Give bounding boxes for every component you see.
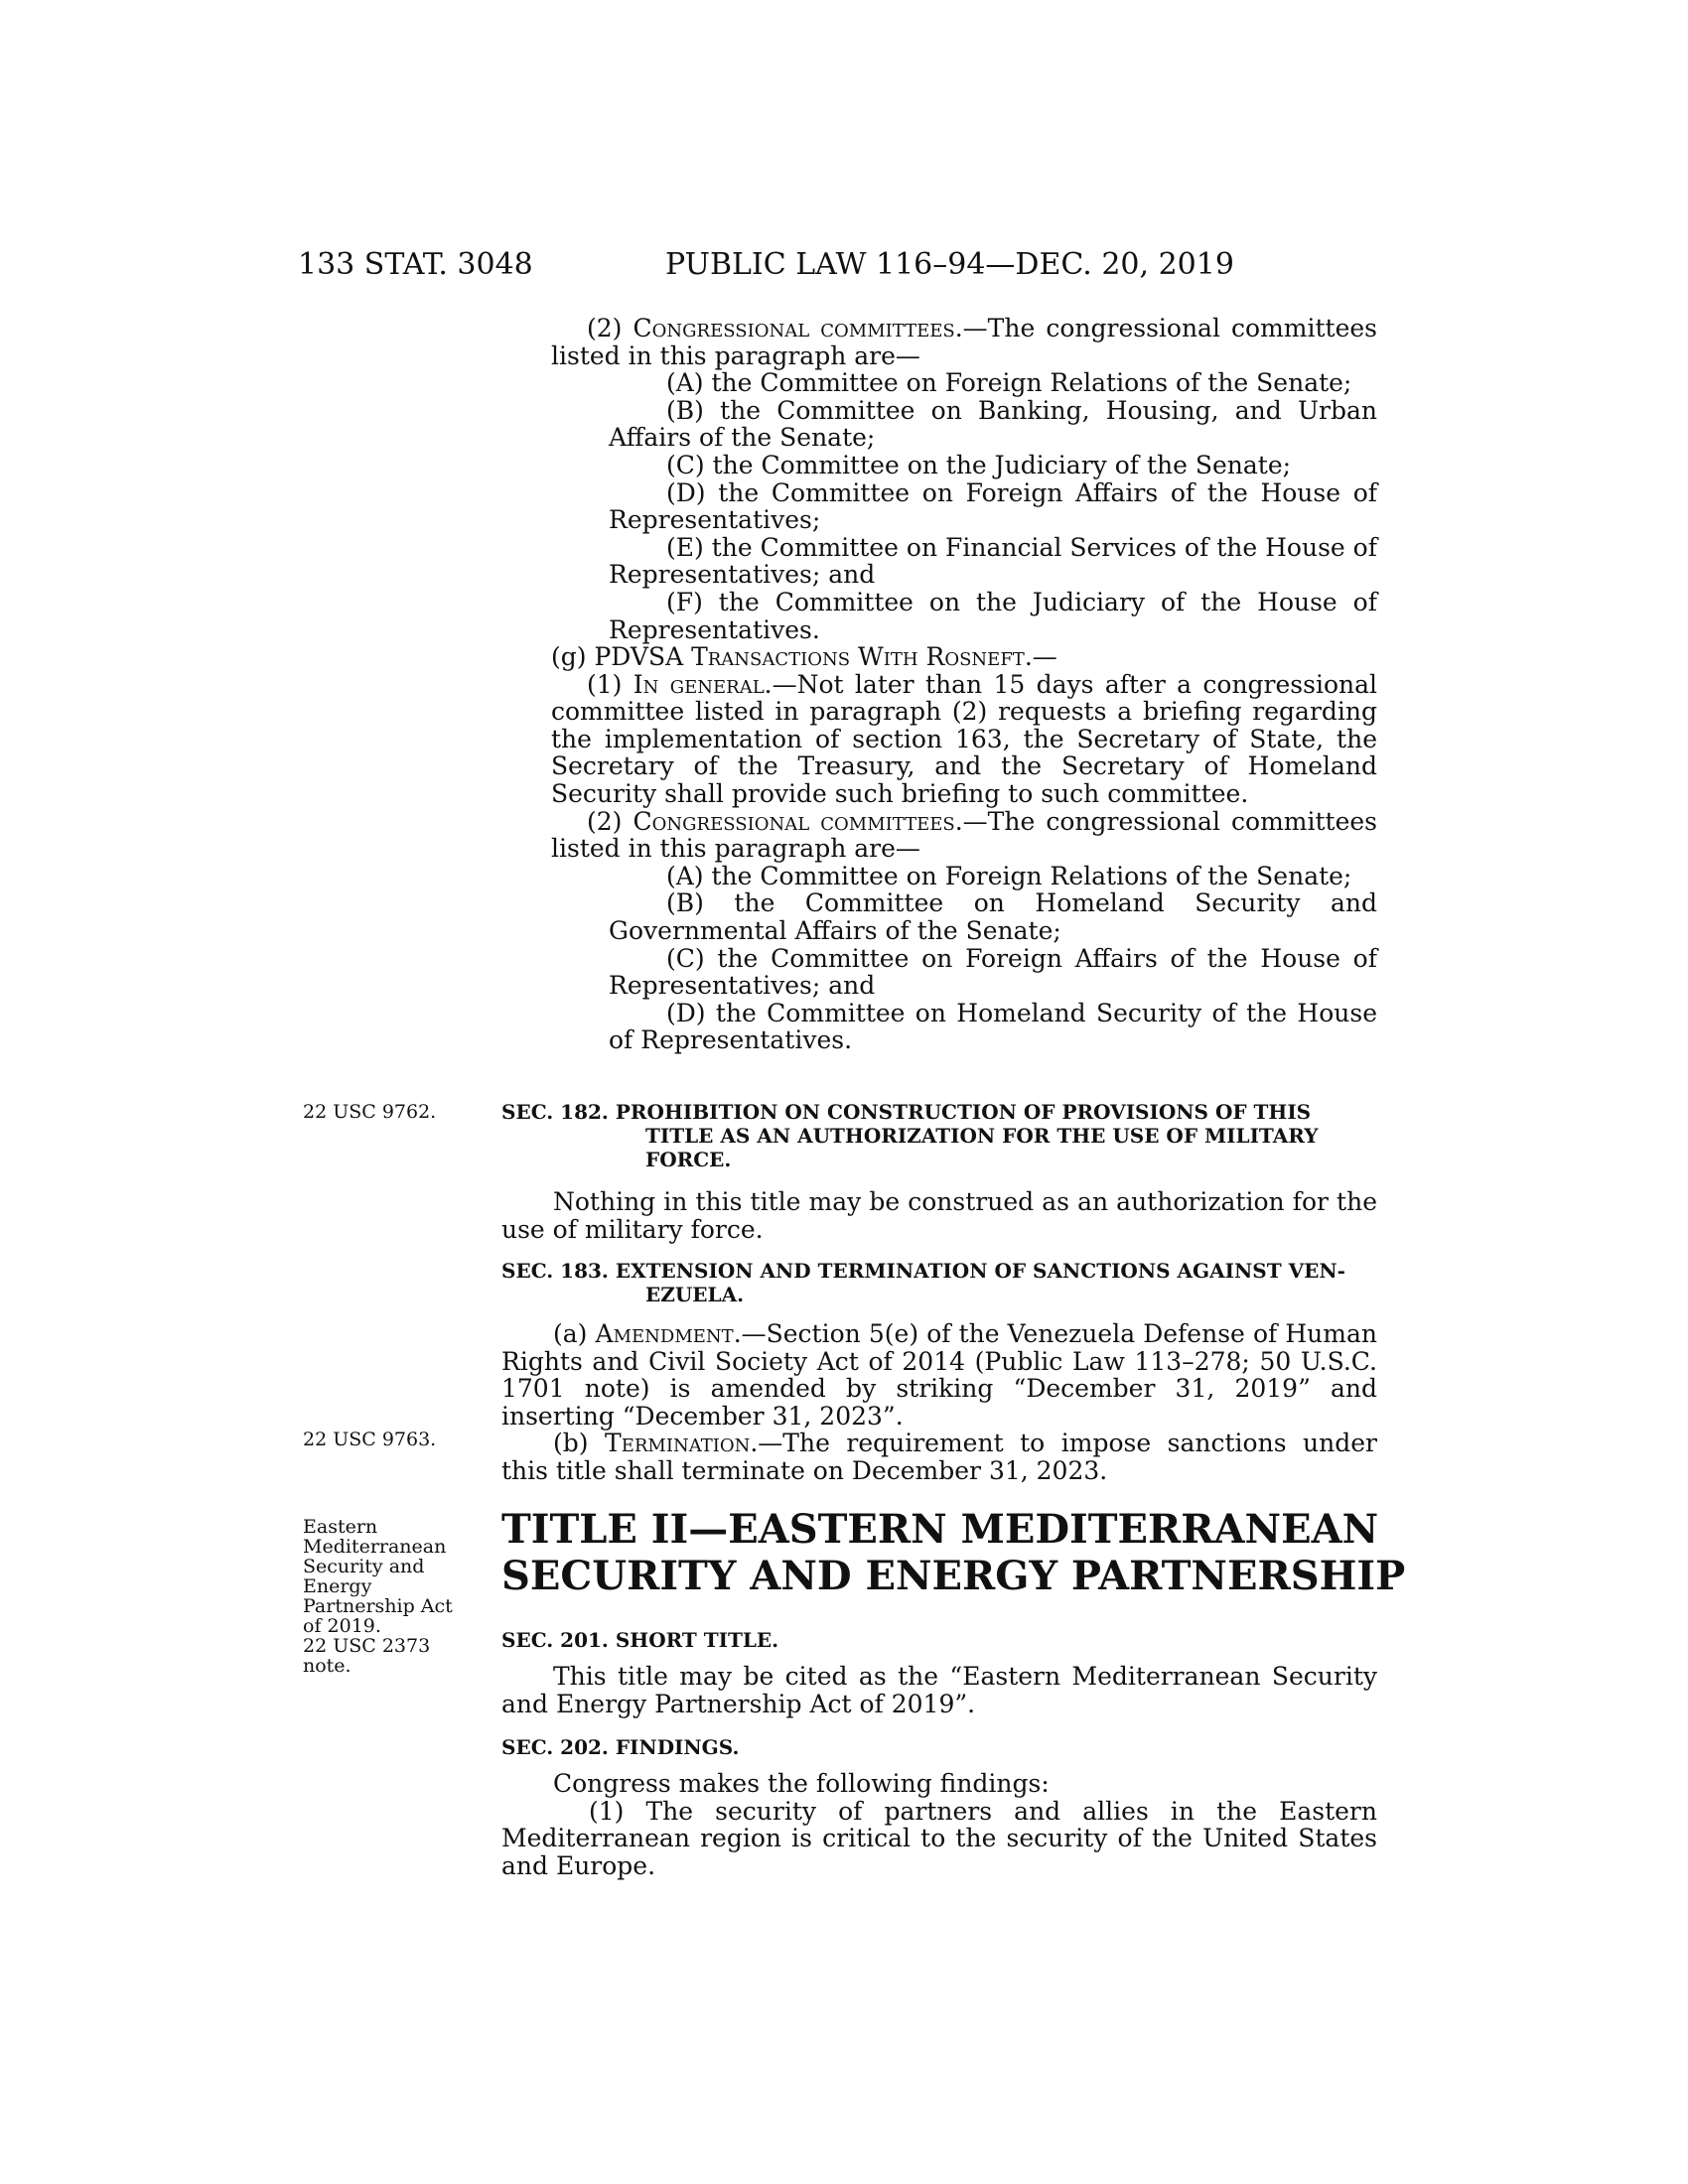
findings-intro: Congress makes the following findings: [553, 1769, 1050, 1798]
list-item: (D) the Committee on Homeland Security of the House of Representatives. [609, 998, 1377, 1055]
list-item: (D) the Committee on Foreign Affairs of the House of Representatives; [609, 478, 1377, 535]
title-ii-heading: TITLE II—EASTERN MEDITERRANEAN SECURITY AND ENERGY PARTNERSHIP [501, 1506, 1406, 1599]
list-item: (B) the Committee on Banking, Housing, and Urban Affairs of the Senate; [609, 395, 1377, 453]
public-law-header: PUBLIC LAW 116–94—DEC. 20, 2019 [665, 247, 1234, 282]
paragraph-2-congressional-committees: (2) Congressional committees.—The congressional committees listed in this paragraph are— [551, 806, 1378, 864]
list-item: (B) the Committee on Homeland Security and Governmental Affairs of the Senate; [609, 888, 1377, 945]
sec-183-heading: SEC. 183. EXTENSION AND TERMINATION OF SANCTIONS AGAINST VEN- EZUELA. [501, 1259, 1345, 1306]
list-item: (F) the Committee on the Judiciary of the House of Representatives. [609, 587, 1377, 644]
list-item: (C) the Committee on the Judiciary of the Senate; [666, 450, 1292, 479]
list-item: (A) the Committee on Foreign Relations of the Senate; [666, 861, 1352, 890]
list-item: (A) the Committee on Foreign Relations of the Senate; [666, 368, 1352, 398]
sec-182-heading: SEC. 182. PROHIBITION ON CONSTRUCTION OF PROVISIONS OF THIS TITLE AS AN AUTHORIZATION FOR THE USE OF MILITARY FORCE. [501, 1100, 1319, 1171]
subsection-b-termination: (b) Termination.—The requirement to impose sanctions under this title shall terminate on December 31, 2023. [501, 1429, 1377, 1485]
margin-note-act-citation: Eastern Mediterranean Security and Energy Partnership Act of 2019. 22 USC 2373 note. [303, 1516, 453, 1677]
margin-note-22-usc-9762: 22 USC 9762. [303, 1101, 437, 1123]
finding-1: (1) The security of partners and allies in the Eastern Mediterranean region is critical to the security of the United States and Europe. [501, 1796, 1377, 1880]
subsection-g-heading: (g) PDVSA Transactions With Rosneft.— [551, 642, 1057, 671]
sec-183-text [501, 1320, 1377, 1485]
congressional-committees-list-1 [551, 315, 1377, 643]
sec-202-text [501, 1770, 1377, 1879]
sec-182-text: Nothing in this title may be construed as an authorization for the use of military force. [501, 1187, 1377, 1244]
paragraph-1-in-general: (1) In general.—Not later than 15 days after a congressional committee listed in paragraph (2) requests a briefing regarding the implementation of section 163, the Secretary of State, the Secretary of the Treasury, and the Secretary of Homeland Security shall provide such briefing to such committee. [551, 669, 1377, 808]
sec-201-text: This title may be cited as the “Eastern Mediterranean Security and Energy Partnership Act of 2019”. [501, 1662, 1377, 1718]
paragraph-2-congressional-committees: (2) Congressional committees.—The congressional committees listed in this paragraph are— [551, 314, 1378, 370]
list-item: (E) the Committee on Financial Services of the House of Representatives; and [609, 532, 1377, 590]
stat-page-number: 133 STAT. 3048 [298, 247, 533, 282]
list-item: (C) the Committee on Foreign Affairs of the House of Representatives; and [609, 943, 1377, 1001]
margin-note-22-usc-9763: 22 USC 9763. [303, 1429, 437, 1450]
paragraph-heading: Congressional committees [633, 314, 955, 342]
sec-201-heading: SEC. 201. SHORT TITLE. [501, 1628, 779, 1652]
subsection-a-amendment: (a) Amendment.—Section 5(e) of the Venezuela Defense of Human Rights and Civil Society Act of 2014 (Public Law 113–278; 50 U.S.C. 1701 note) is amended by striking “December 31, 2019” and inserting “December 31, 2023”. [501, 1319, 1377, 1431]
subsection-g-pdvsa-transactions [551, 643, 1377, 1054]
sec-202-heading: SEC. 202. FINDINGS. [501, 1735, 740, 1759]
